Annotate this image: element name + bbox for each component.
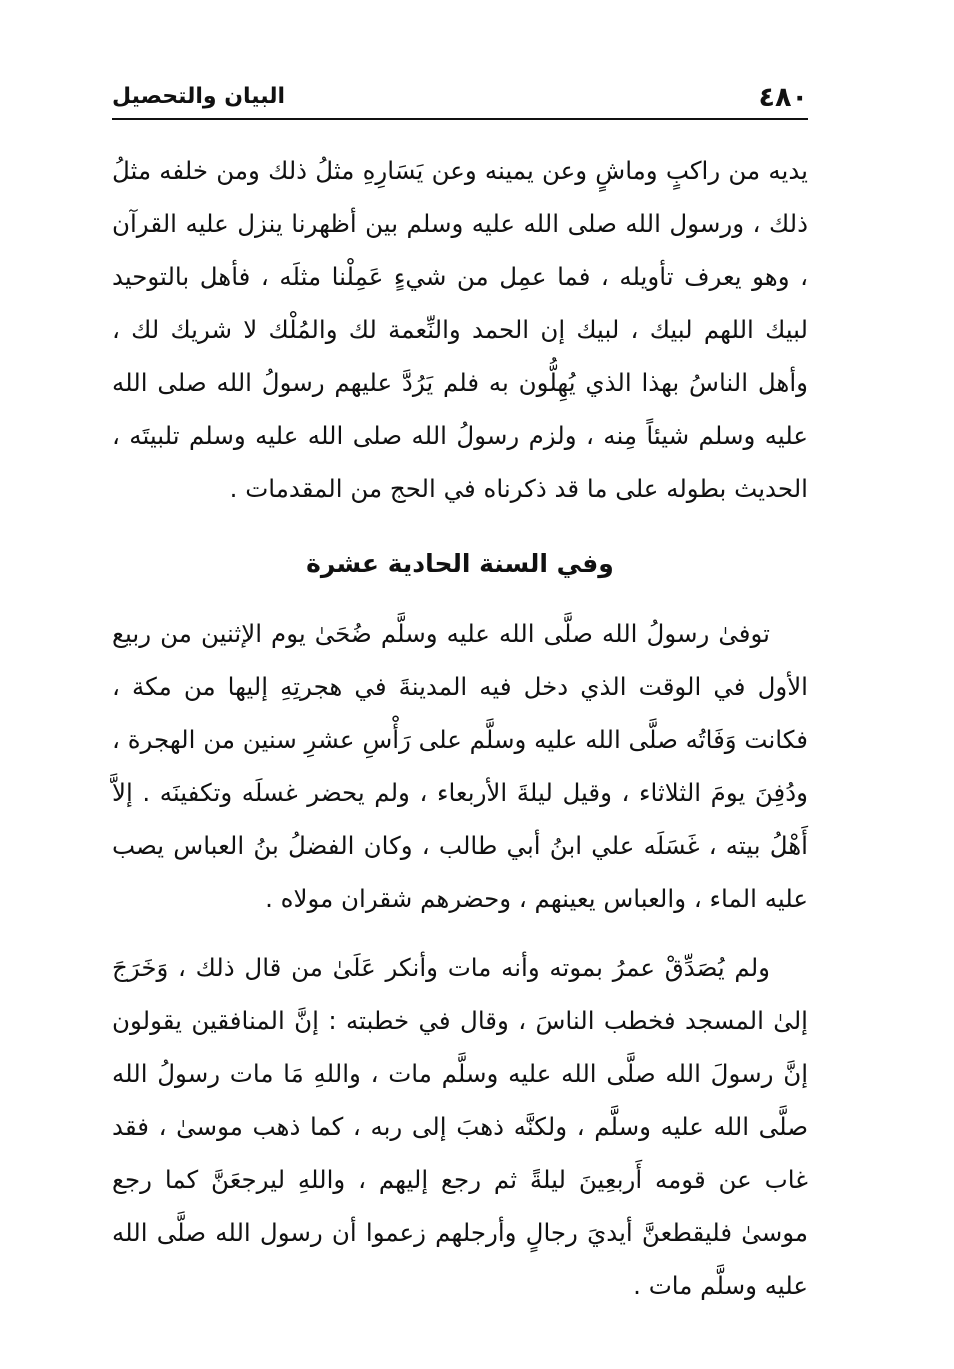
section-heading: وفي السنة الحادية عشرة <box>306 549 614 578</box>
page-number: ٤٨٠ <box>758 82 808 113</box>
book-page <box>112 72 808 1300</box>
paragraph-1: يديه من راكبٍ وماشٍ وعن يمينه وعن يَسَارِهِ مثلُ ذلك ومن خلفه مثلُ ذلك ، ورسول الله صلى الله عليه وسلم بين أظهرنا ينزل عليه القرآن ، وهو يعرف تأويله ، فما عمِل من شيءٍ عَمِلْنا مثلَه ، فأهل بالتوحيد لبيك اللهم لبيك ، لبيك إن الحمد والنِّعمة لك والمُلْك لا شريك لك ، وأهل الناسُ بهذا الذي يُهِلُّون به فلم يَرُدَّ عليهم رسولُ الله صلى الله عليه وسلم شيئاً مِنه ، ولزم رسولُ الله صلى الله عليه وسلم تلبيتَه ، الحديث بطوله على ما قد ذكرناه في الحج من المقدمات . <box>112 156 808 503</box>
paragraph-3: ولم يُصَدِّقْ عمرُ بموته وأنه مات وأنكر عَلَىٰ من قال ذلك ، وَخَرَجَ إلىٰ المسجد فخطب الناسَ ، وقال في خطبته : إنَّ المنافقين يقولون إنَّ رسولَ الله صلَّى الله عليه وسلَّم مات ، واللهِ مَا مات رسولُ الله صلَّى الله عليه وسلَّم ، ولكنَّه ذهبَ إلى ربه ، كما ذهب موسىٰ ، فقد غاب عن قومه أَربعِينَ ليلةً ثم رجع إليهم ، واللهِ ليرجعَنَّ كما رجع موسىٰ فليقطعنَّ أيديَ رجالٍ وأرجلهم زعموا أن رسول الله صلَّى الله عليه وسلَّم مات . <box>112 953 808 1300</box>
running-header <box>112 72 808 120</box>
paragraph-2: توفىٰ رسولُ الله صلَّى الله عليه وسلَّم ضُحَىٰ يوم الإثنين من ربيع الأول في الوقت الذي دخل فيه المدينةَ في هجرتِهِ إليها من مكة ، فكانت وَفَاتُه صلَّى الله عليه وسلَّم على رَأْسِ عشرِ سنين من الهجرة ، ودُفِنَ يومَ الثلاثاء ، وقيل ليلةَ الأربعاء ، ولم يحضر غسلَه وتكفينَه . إلاَّ أَهْلُ بيته ، غَسَلَه علي ابنُ أبي طالب ، وكان الفضلُ بنُ العباس يصب عليه الماء ، والعباس يعينهم ، وحضرهم شقران مولاه . <box>112 619 808 913</box>
running-title: البيان والتحصيل <box>112 84 286 109</box>
